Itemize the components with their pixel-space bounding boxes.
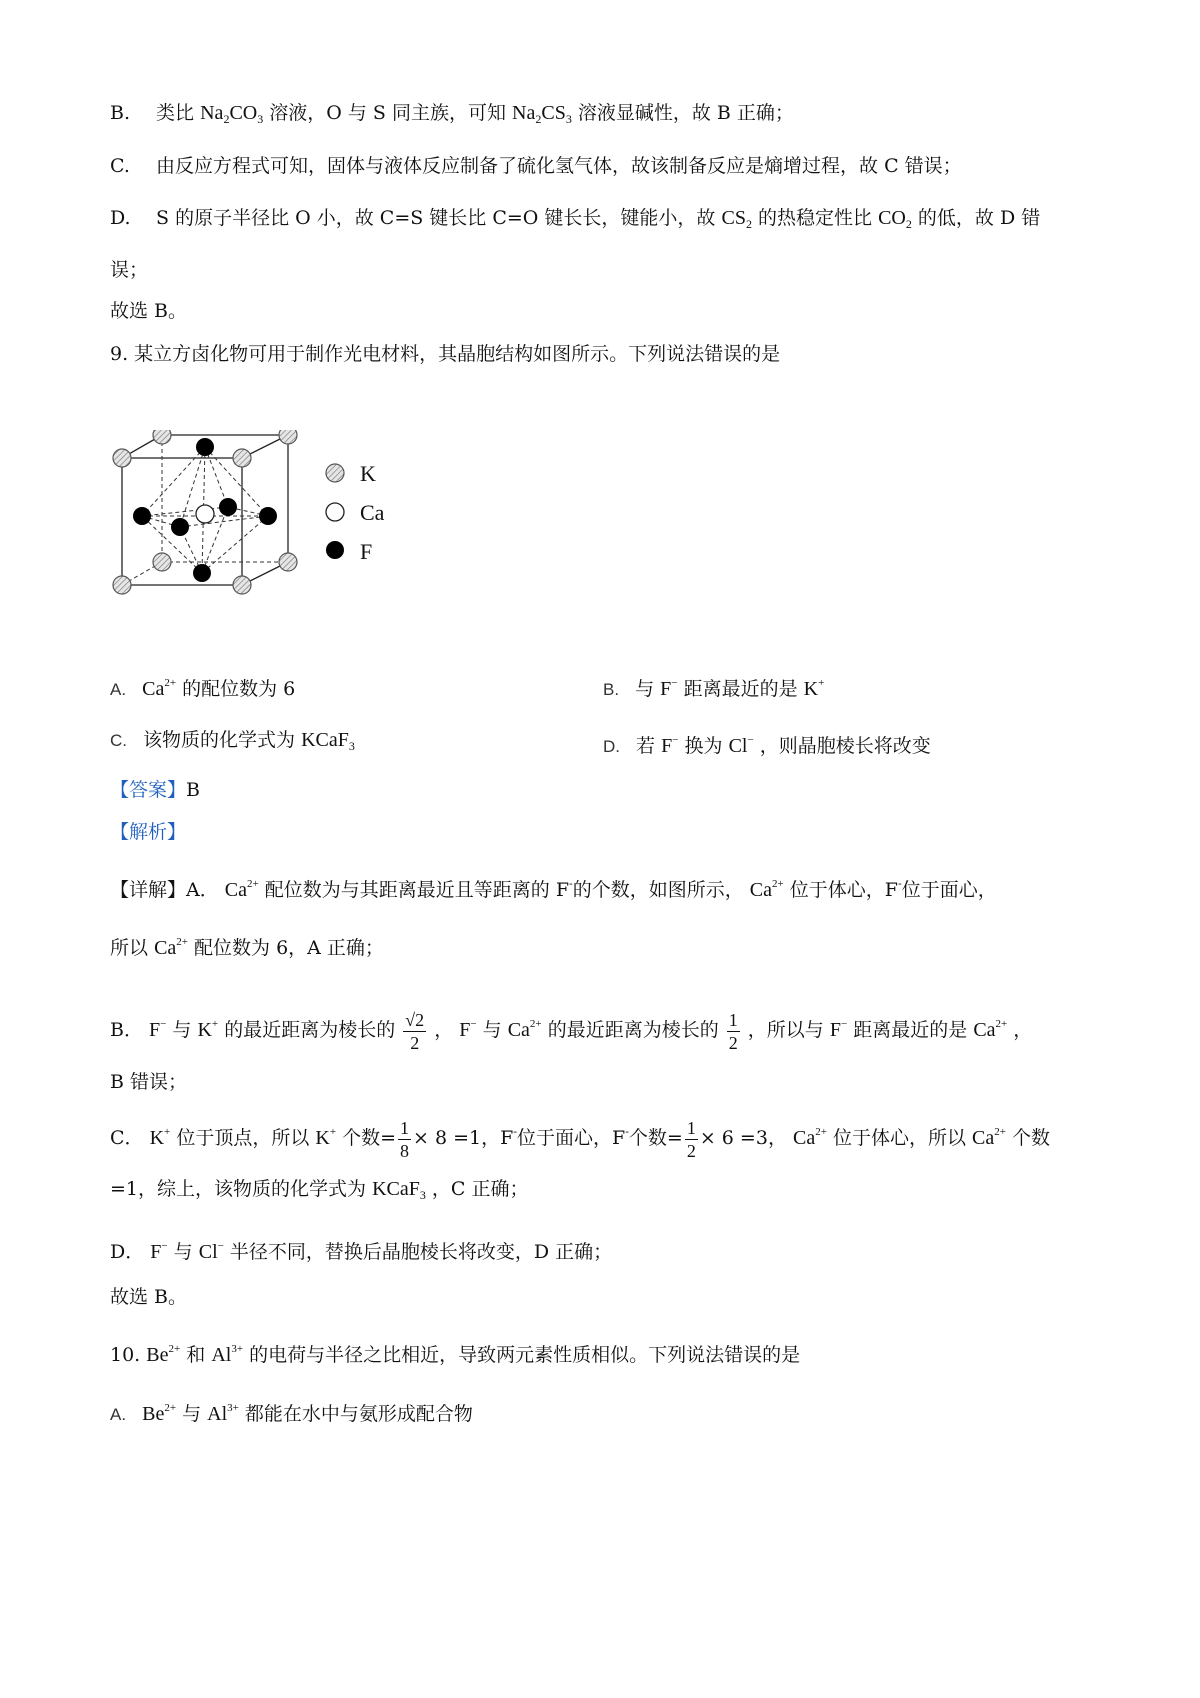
fraction-one-half: $\frac{1}{2}$ <box>686 1117 696 1161</box>
q9-detail-d: D． F− 与 Cl− 半径不同，替换后晶胞棱长将改变，D 正确； <box>110 1240 613 1263</box>
prev-choose: 故选 B。 <box>110 300 188 322</box>
q9-option-d: D. 若 F− 换为 Cl− ，则晶胞棱长将改变 <box>603 734 931 757</box>
q9-choose: 故选 B。 <box>110 1286 188 1308</box>
q10-stem: 10. $Be^{2+}$ 和 $Al^{3+}$ 的电荷与半径之比相近，导致两元素性质相似。下列说法错误的是 <box>110 1343 801 1366</box>
fraction-sqrt2-over-2: $\frac{√2}{2}$ <box>405 1009 425 1053</box>
prev-option-d: D. S 的原子半径比 O 小，故 C=S 键长比 C=O 键长长，键能小，故 $CS_2$ 的热稳定性比 $CO_2$ 的低，故 D 错 <box>110 207 1041 231</box>
legend-f-label: F <box>360 539 373 564</box>
ca-atom <box>196 505 214 523</box>
legend-ca-symbol <box>326 503 344 521</box>
f-atom <box>259 507 277 525</box>
q9-stem: 9. 某立方卤化物可用于制作光电材料，其晶胞结构如图所示。下列说法错误的是 <box>110 343 781 365</box>
f-atom <box>193 564 211 582</box>
f-atom <box>219 498 237 516</box>
q10-option-a: A. $Be^{2+}$ 与 $Al^{3+}$ 都能在水中与氨形成配合物 <box>110 1402 473 1425</box>
k-atom <box>233 576 251 594</box>
k-atom <box>279 430 297 444</box>
f-atom <box>196 438 214 456</box>
legend-f-symbol <box>326 541 344 559</box>
q9-detail-a-cont: 所以 $Ca^{2+}$ 配位数为 6，A 正确； <box>110 936 384 959</box>
q9-option-b: B. 与 F− 距离最近的是 K+ <box>603 677 825 700</box>
legend-k-symbol <box>326 464 344 482</box>
crystal-cell-figure <box>110 430 430 630</box>
k-atom <box>233 449 251 467</box>
fraction-one-half: $\frac{1}{2}$ <box>728 1009 738 1053</box>
q9-detail-b: B． F− 与 K+ 的最近距离为棱长的 $\frac{√2}{2}$ ， F− 与 $Ca^{2+}$ 的最近距离为棱长的 $\frac{1}{2}$ ，所以与 F− 距离最近的是 $Ca^{2+}$ ， <box>110 1009 1033 1053</box>
legend-ca-label: Ca <box>360 500 385 525</box>
f-atom <box>133 507 151 525</box>
prev-option-d-cont: 误； <box>110 259 149 281</box>
q9-detail-c-cont: =1，综上，该物质的化学式为 KCaF$_3$ ，C 正确； <box>110 1178 529 1202</box>
k-atom <box>279 553 297 571</box>
q9-option-a: A. $Ca^{2+}$ 的配位数为 6 <box>110 677 296 700</box>
q9-option-c: C. 该物质的化学式为 KCaF$_3$ <box>110 729 355 753</box>
q9-detail-b-cont: B 错误； <box>110 1071 188 1093</box>
legend-k-label: K <box>360 461 376 486</box>
prev-option-b: B. 类比 $Na_2CO_3$ 溶液，O 与 S 同主族，可知 $Na_2CS_3$ 溶液显碱性，故 B 正确； <box>110 102 794 126</box>
q9-answer: 【答案】B <box>110 779 200 801</box>
q9-detail-c: C． K+ 位于顶点，所以 K+ 个数= $\frac{1}{8}$ × 8 =1，F-位于面心，F-个数= $\frac{1}{2}$ × 6 =3， $Ca^{2+}$ 位于体心，所以 $Ca^{2+}$ 个数 <box>110 1117 1051 1161</box>
fraction-one-eighth: $\frac{1}{8}$ <box>400 1117 410 1161</box>
figure-legend <box>326 461 385 564</box>
k-atom <box>113 449 131 467</box>
f-atom <box>171 518 189 536</box>
prev-option-c: C. 由反应方程式可知，固体与液体反应制备了硫化氢气体，故该制备反应是熵增过程，故 C 错误； <box>110 155 962 177</box>
k-atom <box>113 576 131 594</box>
k-atom <box>153 430 171 444</box>
q9-detail-a: 【详解】A． $Ca^{2+}$ 配位数为与其距离最近且等距离的 F-的个数，如图所示， $Ca^{2+}$ 位于体心，F-位于面心， <box>110 877 997 901</box>
q9-analysis-tag: 【解析】 <box>110 821 187 843</box>
k-atom <box>153 553 171 571</box>
